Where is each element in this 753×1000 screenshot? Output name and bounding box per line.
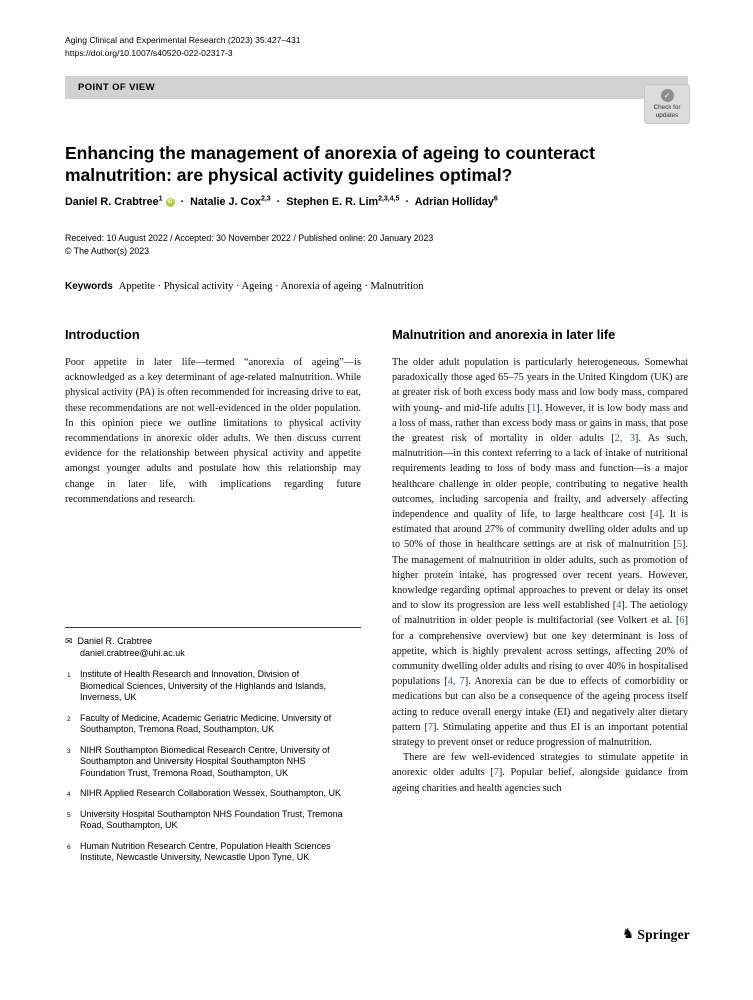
copyright-line: © The Author(s) 2023 (65, 246, 150, 256)
orcid-icon[interactable]: iD (167, 198, 173, 205)
author-superscript: 6 (493, 195, 498, 202)
author-name-text: Stephen E. R. Lim (286, 195, 379, 208)
footnotes-block (65, 627, 361, 873)
affiliation-number: 5 (67, 811, 71, 819)
affiliation-number: 2 (67, 715, 71, 723)
citation-link[interactable]: [ 7 ] (424, 722, 436, 733)
doi-link[interactable]: https://doi.org/10.1007/s40520-022-02317-3 (65, 47, 233, 58)
paragraph-text: . Stimulating appetite and thus EI is an important potential strategy to prevent onset or reduce progression of malnutrition. (392, 721, 688, 749)
author-separator: · (405, 195, 410, 208)
paragraph-text: . However, it is low body mass and a loss of mass, rather than excess body mass or gains in mass, that pose the greatest risk of mortality in older adults (392, 402, 688, 445)
affiliation (65, 788, 343, 800)
springer-logo (622, 927, 690, 943)
journal-citation-line: Aging Clinical and Experimental Research (2023) 35:427–431 (65, 35, 301, 45)
paragraph-text: There are few well-evidenced strategies to stimulate appetite in anorexic older adults (392, 752, 688, 779)
affiliation-number: 1 (67, 672, 71, 679)
paragraph-text: . Anorexia can be due to effects of comorbidity or medications but can also be a consequence of the ageing process itself acting to reduce overall energy intake (EI) and negatively alter dietary pattern (392, 676, 689, 733)
paragraph-text: . Popular belief, alongside guidance from ageing charities and health agencies such (392, 767, 688, 794)
malnutrition-paragraph-2 (392, 750, 688, 796)
affiliation-text: NIHR Southampton Biomedical Research Centre, University of Southampton and University Hospital Southampton NHS Foundation Trust, Tremona Road, Southampton, UK (80, 744, 330, 778)
author-name-text: Natalie J. Cox (190, 195, 261, 208)
correspondence-name: Daniel R. Crabtree (77, 636, 153, 646)
paragraph-text: for a comprehensive overview) but one key determinant is loss of appetite, which is highly prevalent across settings, affecting 20% of community dwelling older adults and rising to over 40% in hospitalised populations (392, 630, 688, 688)
check-for-updates-badge[interactable] (644, 84, 690, 124)
right-column (392, 327, 688, 796)
author-separator: · (276, 195, 281, 208)
affiliation-text: Institute of Health Research and Innovation, Division of Biomedical Sciences, University of the Highlands and Islands, Inverness, UK (80, 669, 327, 702)
keywords-label: Keywords (65, 281, 113, 292)
affiliation (65, 809, 343, 832)
affiliation (65, 745, 343, 780)
affiliation-text: Human Nutrition Research Centre, Population Health Sciences Institute, Newcastle University, Newcastle Upon Tyne, UK (80, 840, 331, 862)
check-for-updates-label: Check for updates (653, 104, 681, 119)
author-name (190, 196, 271, 208)
article-type-banner: POINT OF VIEW (65, 76, 688, 99)
author-superscript: 2,3,4,5 (378, 195, 400, 202)
malnutrition-paragraph-1 (392, 355, 688, 750)
author-name (415, 196, 498, 208)
crossmark-check-icon: ✓ (661, 89, 674, 102)
citation-link[interactable]: [ 4 ] (650, 509, 662, 520)
received-accepted-line: Received: 10 August 2022 / Accepted: 30 November 2022 / Published online: 20 January 2023 (65, 233, 434, 243)
author-name (65, 196, 163, 208)
author-superscript: 2,3 (260, 195, 271, 202)
affiliation-number: 6 (67, 843, 71, 851)
affiliation (65, 841, 343, 864)
citation-link[interactable]: [ 4 ] (613, 600, 625, 611)
affiliation (65, 713, 343, 736)
author-superscript: 1 (158, 195, 163, 202)
paragraph-text: . The aetiology of malnutrition in older people is multifactorial (see Volkert et al. (392, 600, 688, 627)
authors-line (65, 195, 688, 208)
author-name-text: Daniel R. Crabtree (65, 195, 159, 208)
affiliation-number: 4 (67, 791, 71, 798)
section-heading-introduction: Introduction (65, 327, 140, 342)
keywords-line (65, 281, 688, 292)
affiliation-number: 3 (67, 747, 71, 755)
paragraph-text: . As such, malnutrition—in this context referring to a lack of intake of nutritional requirements leading to loss of body mass and function—is a major healthcare challenge in older people, contributing to negative health outcomes, including sarcopenia and frailty, and adversely affecting independence and quality of life, to large healthcare cost (392, 433, 689, 521)
paragraph-text: . The management of malnutrition in older adults, such as promotion of higher protein intake, has progressed over recent years. However, knowledge regarding optimal approaches to prevent or delay its onset and to slow its progression are less well established (392, 539, 688, 612)
paragraph-text: . It is estimated that around 27% of community dwelling older adults and up to 50% of those in healthcare settings are at risk of malnutrition (392, 509, 688, 551)
correspondence-email[interactable]: daniel.crabtree@uhi.ac.uk (80, 647, 185, 658)
journal-header (65, 34, 301, 59)
citation-link[interactable]: [ 2, 3 ] (611, 433, 638, 444)
correspondence (65, 636, 361, 659)
affiliation-text: Faculty of Medicine, Academic Geriatric Medicine, University of Southampton, Tremona Road, Southampton, UK (80, 712, 332, 734)
citation-link[interactable]: [ 1 ] (528, 403, 540, 414)
affiliation (65, 669, 343, 704)
keywords-text: Appetite · Physical activity · Ageing · Anorexia of ageing · Malnutrition (118, 281, 424, 292)
author-separator: · (180, 195, 185, 208)
article-title: Enhancing the management of anorexia of ageing to counteract malnutrition: are physical activity guidelines optimal? (65, 142, 595, 186)
article-meta (65, 232, 433, 258)
springer-knight-icon: ♞ (621, 927, 635, 942)
publisher-name: Springer (637, 927, 690, 942)
introduction-paragraph: Poor appetite in later life—termed “anorexia of ageing”—is acknowledged as a key determinant of age-related malnutrition. While physical activity (PA) is often recommended for increasing drive to eat, these recommendations are not well-evidenced in the older population. In this opinion piece we outline limitations to physical activity recommendations in anorexic older adults. We then discuss current evidence for the relationship between physical activity and appetite amongst younger adults and postulate how this relationship may change in later life, with implications regarding future recommendations and research. (65, 357, 361, 505)
citation-link[interactable]: [ 5 ] (673, 539, 685, 550)
paragraph-text: The older adult population is particularly heterogeneous. Somewhat paradoxically those aged 65–75 years in the United Kingdom (UK) are at greater risk of both excess body mass and low body mass, compared with young- and mid-life adults (392, 357, 688, 414)
citation-link[interactable]: [ 6 ] (676, 615, 688, 626)
email-icon: ✉ (65, 636, 73, 646)
left-column (65, 327, 361, 507)
citation-link[interactable]: [ 4, 7 ] (444, 676, 468, 687)
author-name-text: Adrian Holliday (414, 195, 494, 208)
section-heading-malnutrition: Malnutrition and anorexia in later life (392, 327, 616, 342)
author-name (286, 196, 399, 208)
citation-link[interactable]: [ 7 ] (490, 767, 502, 778)
affiliation-text: NIHR Applied Research Collaboration Wessex, Southampton, UK (80, 788, 341, 798)
affiliation-text: University Hospital Southampton NHS Foundation Trust, Tremona Road, Southampton, UK (80, 808, 343, 830)
